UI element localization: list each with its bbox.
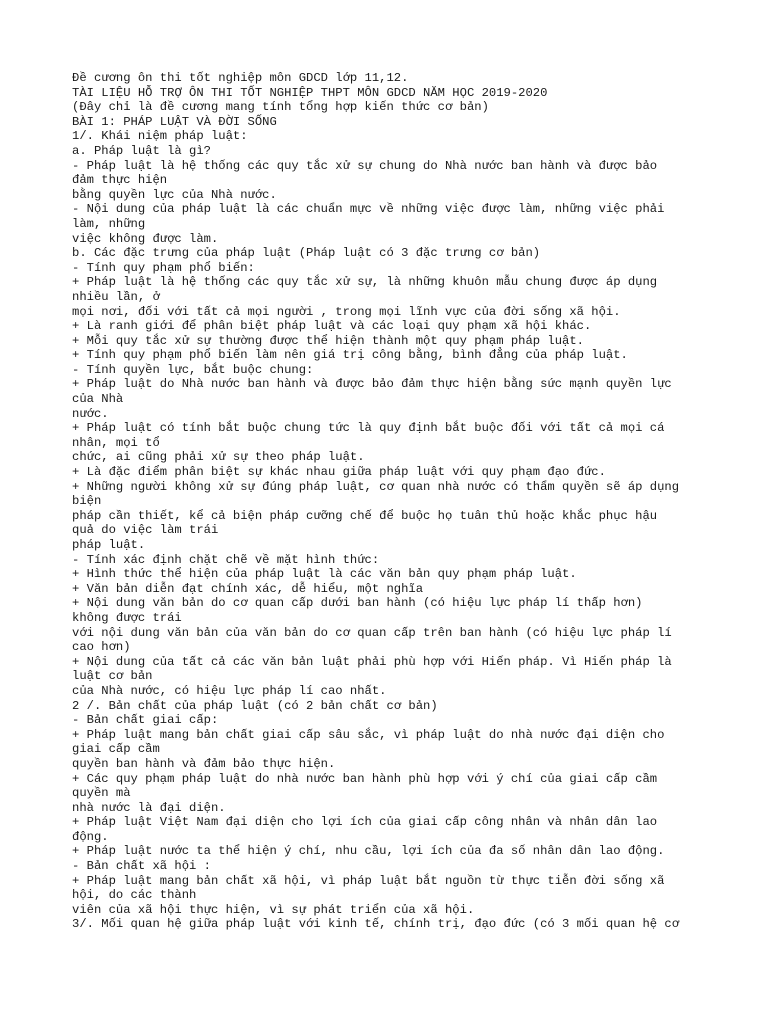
- document-line: hội, do các thành: [72, 888, 197, 903]
- document-line: chức, ai cũng phải xử sự theo pháp luật.: [72, 450, 365, 465]
- document-line: + Là đặc điểm phân biệt sự khác nhau giữa pháp luật với quy phạm đạo đức.: [72, 465, 606, 480]
- document-line: pháp cần thiết, kể cả biện pháp cưỡng chế để buộc họ tuân thủ hoặc khắc phục hậu: [72, 508, 658, 523]
- document-line: làm, những: [72, 216, 146, 231]
- document-line: + Các quy phạm pháp luật do nhà nước ban hành phù hợp với ý chí của giai cấp cầm: [72, 771, 658, 786]
- document-line: + Pháp luật do Nhà nước ban hành và được bảo đảm thực hiện bằng sức mạnh quyền lực: [72, 377, 672, 392]
- document-line: - Bản chất xã hội :: [72, 859, 211, 874]
- document-line: (Đây chỉ là đề cương mang tính tổng hợp kiến thức cơ bản): [72, 100, 489, 115]
- document-line: động.: [72, 829, 109, 844]
- document-line: viên của xã hội thực hiện, vì sự phát triển của xã hội.: [72, 902, 475, 917]
- document-line: a. Pháp luật là gì?: [72, 143, 211, 158]
- document-line: BÀI 1: PHÁP LUẬT VÀ ĐỜI SỐNG: [72, 114, 277, 129]
- document-line: quả do việc làm trái: [72, 523, 219, 538]
- document-line: b. Các đặc trưng của pháp luật (Pháp luật có 3 đặc trưng cơ bản): [72, 246, 541, 261]
- document-line: bằng quyền lực của Nhà nước.: [72, 187, 277, 202]
- document-line: 1/. Khái niệm pháp luật:: [72, 129, 248, 144]
- document-line: 2 /. Bản chất của pháp luật (có 2 bản chất cơ bản): [72, 698, 438, 713]
- document-line: + Pháp luật có tính bắt buộc chung tức là quy định bắt buộc đối với tất cả mọi cá: [72, 421, 665, 436]
- document-line: + Pháp luật mang bản chất giai cấp sâu sắc, vì pháp luật do nhà nước đại diện cho: [72, 727, 665, 742]
- document-line: + Pháp luật nước ta thể hiện ý chí, nhu cầu, lợi ích của đa số nhân dân lao động.: [72, 844, 665, 859]
- document-line: - Nội dung của pháp luật là các chuẩn mực về những việc được làm, những việc phải: [72, 202, 665, 217]
- document-line: + Pháp luật Việt Nam đại diện cho lợi ích của giai cấp công nhân và nhân dân lao: [72, 815, 658, 830]
- document-line: quyền mà: [72, 786, 131, 801]
- document-line: + Nội dung văn bản do cơ quan cấp dưới ban hành (có hiệu lực pháp lí thấp hơn): [72, 596, 643, 611]
- document-line: biện: [72, 494, 102, 509]
- document-line: cao hơn): [72, 640, 131, 655]
- document-line: - Bản chất giai cấp:: [72, 713, 219, 728]
- document-line: mọi nơi, đối với tất cả mọi người , trong mọi lĩnh vực của đời sống xã hội.: [72, 304, 621, 319]
- document-line: - Tính quy phạm phổ biến:: [72, 260, 255, 275]
- document-line: + Tính quy phạm phổ biến làm nên giá trị công bằng, bình đẳng của pháp luật.: [72, 348, 628, 363]
- document-body: [72, 71, 712, 932]
- document-line: + Những người không xử sự đúng pháp luật, cơ quan nhà nước có thẩm quyền sẽ áp dụng: [72, 479, 680, 494]
- document-line: quyền ban hành và đảm bảo thực hiện.: [72, 756, 336, 771]
- document-line: Đề cương ôn thi tốt nghiệp môn GDCD lớp 11,12.: [72, 71, 409, 85]
- document-line: pháp luật.: [72, 538, 146, 552]
- document-line: + Là ranh giới để phân biệt pháp luật và các loại quy phạm xã hội khác.: [72, 319, 592, 334]
- document-line: + Hình thức thể hiện của pháp luật là các văn bản quy phạm pháp luật.: [72, 567, 577, 582]
- document-line: - Pháp luật là hệ thống các quy tắc xử sự chung do Nhà nước ban hành và được bảo: [72, 158, 658, 173]
- document-line: giai cấp cầm: [72, 742, 160, 757]
- document-line: với nội dung văn bản của văn bản do cơ quan cấp trên ban hành (có hiệu lực pháp lí: [72, 625, 672, 640]
- document-line: + Mỗi quy tắc xử sự thường được thể hiện thành một quy phạm pháp luật.: [72, 333, 584, 348]
- document-line: + Pháp luật là hệ thống các quy tắc xử sự, là những khuôn mẫu chung được áp dụng: [72, 275, 658, 290]
- document-line: + Nội dung của tất cả các văn bản luật phải phù hợp với Hiến pháp. Vì Hiến pháp là: [72, 654, 672, 669]
- document-line: không được trái: [72, 610, 182, 625]
- document-line: nhiều lần, ở: [72, 289, 160, 304]
- document-line: TÀI LIỆU HỖ TRỢ ÔN THI TỐT NGHIỆP THPT MÔN GDCD NĂM HỌC 2019-2020: [72, 85, 548, 100]
- document-line: - Tính quyền lực, bắt buộc chung:: [72, 362, 314, 377]
- document-line: nước.: [72, 406, 109, 421]
- document-line: 3/. Mối quan hệ giữa pháp luật với kinh tế, chính trị, đạo đức (có 3 mối quan hệ cơ: [72, 917, 680, 932]
- document-line: của Nhà: [72, 392, 124, 407]
- document-line: nhân, mọi tổ: [72, 435, 160, 450]
- document-line: - Tính xác định chặt chẽ về mặt hình thức:: [72, 552, 380, 567]
- document-line: việc không được làm.: [72, 231, 219, 246]
- document-line: đảm thực hiện: [72, 173, 168, 188]
- document-line: của Nhà nước, có hiệu lực pháp lí cao nhất.: [72, 683, 387, 698]
- document-line: + Văn bản diễn đạt chính xác, dễ hiểu, một nghĩa: [72, 581, 424, 596]
- document-line: nhà nước là đại diện.: [72, 800, 226, 815]
- document-line: luật cơ bản: [72, 669, 153, 684]
- document-line: + Pháp luật mang bản chất xã hội, vì pháp luật bắt nguồn từ thực tiễn đời sống xã: [72, 873, 665, 888]
